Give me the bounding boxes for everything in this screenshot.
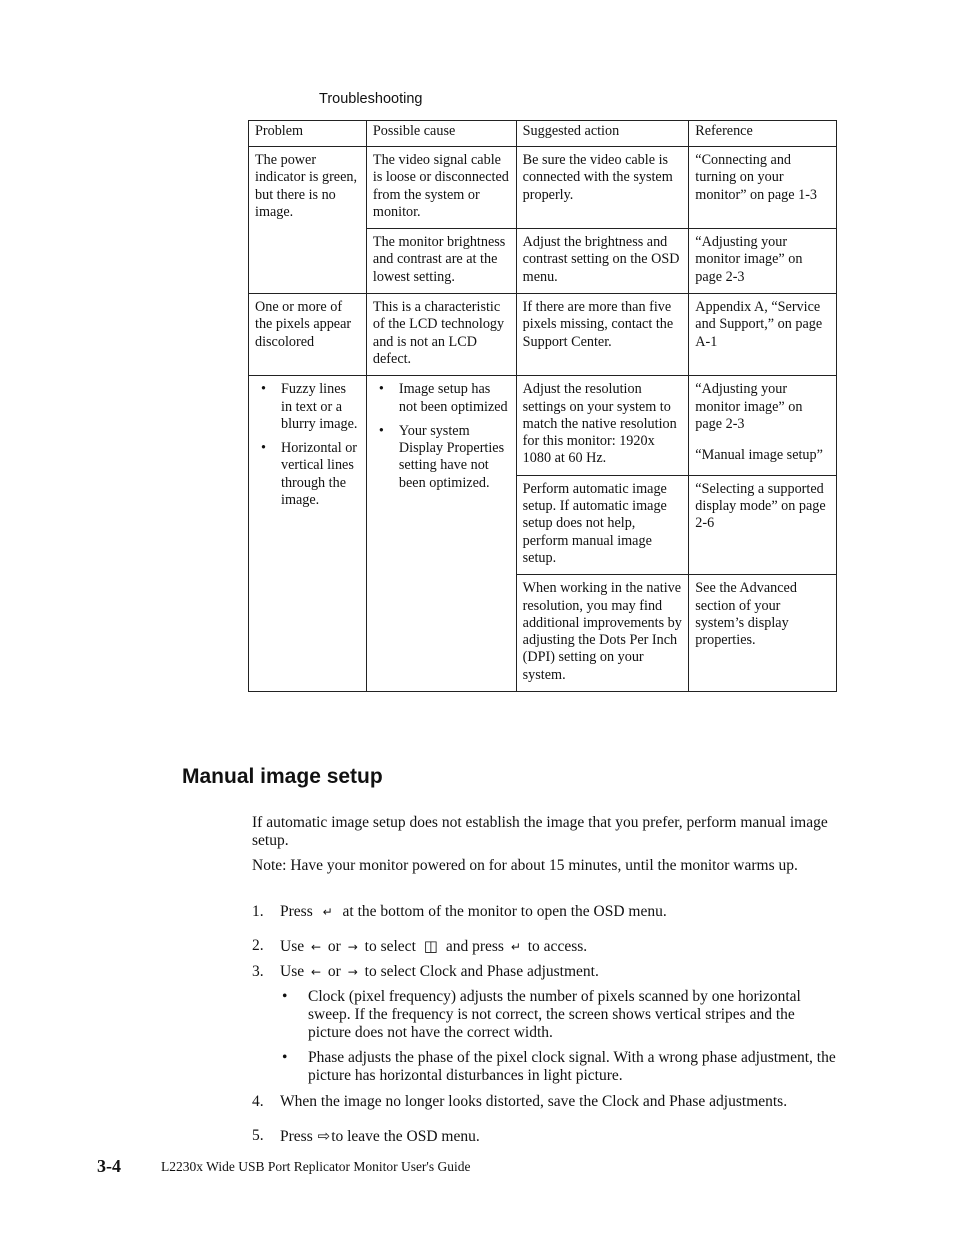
running-head: Troubleshooting <box>319 91 423 107</box>
step-text: Press ⇨to leave the OSD menu. <box>280 1127 480 1145</box>
step-number: 2. <box>252 937 264 954</box>
enter-icon: ↵ <box>322 905 333 919</box>
image-setup-icon: ◫ <box>423 937 438 955</box>
problem-cell <box>249 376 367 692</box>
bullet-term: Phase <box>308 1049 345 1066</box>
reference-cell: Appendix A, “Service and Support,” on page A-1 <box>689 294 837 376</box>
reference-cell: See the Advanced section of your system’s display properties. <box>689 575 837 692</box>
action-cell: Be sure the video cable is connected with the system properly. <box>516 147 689 229</box>
reference-text: “Manual image setup” <box>695 447 823 464</box>
step-number: 3. <box>252 963 264 980</box>
table-row <box>249 376 837 475</box>
cause-bullet: • Image setup has not been optimized <box>373 381 510 416</box>
step-number: 5. <box>252 1127 264 1144</box>
action-cell: When working in the native resolution, you may find additional improvements by adjusting the Dots Per Inch (DPI) setting on your system. <box>516 575 689 692</box>
note-text: Have your monitor powered on for about 15 minutes, until the monitor warms up. <box>286 857 798 874</box>
cause-cell: The video signal cable is loose or disconnected from the system or monitor. <box>366 147 516 229</box>
table-header-row <box>249 121 837 147</box>
reference-cell: “Adjusting your monitor image” on page 2-3 <box>689 229 837 294</box>
table-row <box>249 147 837 229</box>
bullet-text: Phase adjusts the phase of the pixel clock signal. With a wrong phase adjustment, the picture has horizontal disturbances in light picture. <box>308 1049 836 1084</box>
reference-cell: “Selecting a supported display mode” on page 2-6 <box>689 475 837 574</box>
enter-icon: ↵ <box>510 940 521 954</box>
page-number: 3-4 <box>97 1156 121 1176</box>
cause-cell: This is a characteristic of the LCD technology and is not an LCD defect. <box>366 294 516 376</box>
header-problem: Problem <box>249 121 367 147</box>
cause-cell <box>366 376 516 692</box>
cause-bullet: • Your system Display Properties setting have not been optimized. <box>373 423 510 492</box>
step-text: Use ← or → to select Clock and Phase adjustment. <box>280 963 599 980</box>
bullet-text: Clock (pixel frequency) adjusts the number of pixels scanned by one horizontal sweep. If the frequency is not correct, the screen shows vertical stripes and the picture does not have the correct width. <box>308 988 801 1041</box>
header-suggested-action: Suggested action <box>516 121 689 147</box>
header-possible-cause: Possible cause <box>366 121 516 147</box>
right-arrow-icon: → <box>347 940 358 954</box>
bullet-term: Clock <box>308 988 346 1005</box>
footer-title: L2230x Wide USB Port Replicator Monitor User's Guide <box>161 1159 471 1174</box>
cause-cell: The monitor brightness and contrast are at the lowest setting. <box>366 229 516 294</box>
section-title: Manual image setup <box>182 765 383 788</box>
step-text: Use ← or → to select ◫ and press ↵ to access. <box>280 937 588 955</box>
action-cell: Adjust the resolution settings on your system to match the native resolution for this monitor: 1920x 1080 at 60 Hz. <box>516 376 689 475</box>
step-text: When the image no longer looks distorted, save the Clock and Phase adjustments. <box>280 1093 788 1110</box>
problem-cell: The power indicator is green, but there is no image. <box>249 147 367 294</box>
header-reference: Reference <box>689 121 837 147</box>
intro-paragraph: If automatic image setup does not establish the image that you prefer, perform manual image setup. <box>252 814 828 849</box>
problem-bullet: • Fuzzy lines in text or a blurry image. <box>255 381 360 433</box>
bullet-dot: • <box>282 988 288 1005</box>
table-row <box>249 294 837 376</box>
note-paragraph <box>252 857 844 875</box>
reference-cell: “Connecting and turning on your monitor” on page 1-3 <box>689 147 837 229</box>
right-arrow-icon: → <box>347 965 358 979</box>
reference-text: “Adjusting your monitor image” on page 2-3 <box>695 381 803 432</box>
bullet-dot: • <box>282 1049 288 1066</box>
action-cell: Adjust the brightness and contrast setting on the OSD menu. <box>516 229 689 294</box>
action-cell: If there are more than five pixels missing, contact the Support Center. <box>516 294 689 376</box>
step-number: 4. <box>252 1093 264 1110</box>
step-number: 1. <box>252 903 264 920</box>
left-arrow-icon: ← <box>310 965 322 979</box>
troubleshooting-table <box>248 120 837 692</box>
action-cell: Perform automatic image setup. If automatic image setup does not help, perform manual image setup. <box>516 475 689 574</box>
note-label: Note: <box>252 857 287 874</box>
left-arrow-icon: ← <box>310 940 322 954</box>
problem-cell: One or more of the pixels appear discolored <box>249 294 367 376</box>
reference-cell <box>689 376 837 475</box>
step-text: Press ↵ at the bottom of the monitor to open the OSD menu. <box>280 903 667 920</box>
exit-icon: ⇨ <box>317 1127 331 1145</box>
problem-bullet: • Horizontal or vertical lines through the image. <box>255 440 360 509</box>
